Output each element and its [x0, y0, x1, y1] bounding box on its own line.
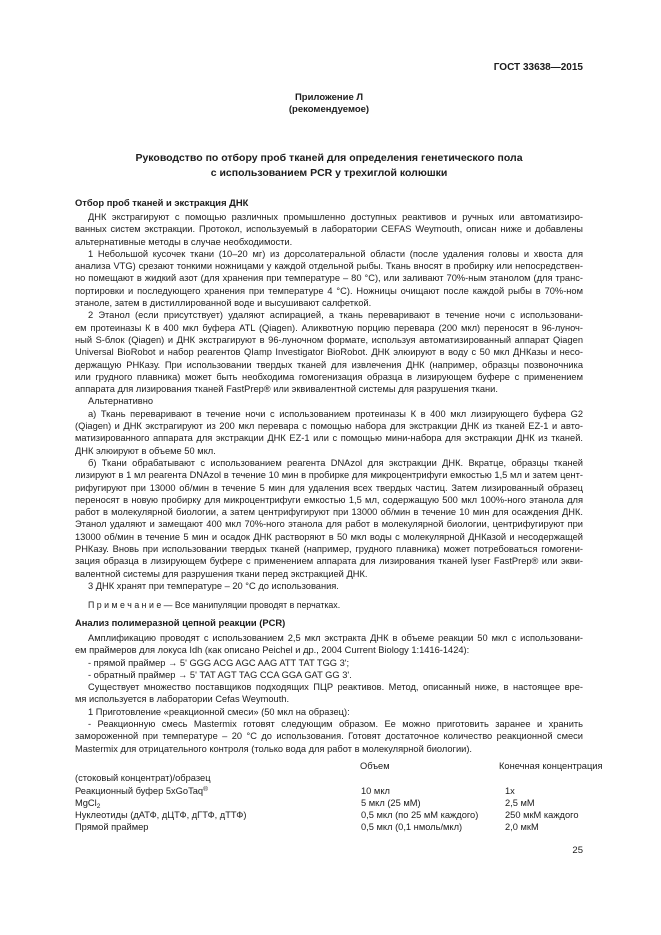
text-line: Universal BioRobot и набор реагентов QIamp Investigator BioRobot. ДНК элюируют в воду с 50 мкл ДНКазы и несо-: [75, 347, 583, 358]
text-line: ный S-блок (Qiagen) и ДНК экстрагируют в 96-луночном формате, используя автоматизированный аппарат Qiagen: [75, 334, 583, 345]
text-line: ДНК экстрагируют с помощью различных промышленно доступных реактивов и ручных или автоматизиро-: [88, 212, 583, 222]
table-cell-concentration: 2,5 мМ: [505, 797, 535, 808]
column-header-concentration: Конечная концентрация: [499, 761, 603, 771]
column-header-volume: Объем: [360, 761, 390, 771]
table-header-row: [75, 760, 603, 772]
text-line: портировки и последующего хранения при температуре 4 °C). Ножницы очищают после каждой рыбы в 70%-ном: [75, 285, 583, 296]
text-line: 13000 об/мин в течение 5 мин и осадок ДНК растворяют в 50 мкл воды с молекулярной ДНКазой и несодержащей: [75, 531, 583, 542]
section-body: [75, 632, 583, 755]
text-line: - Реакционную смесь Mastermix готовят следующим образом. Ее можно приготовить заранее и хранить: [88, 719, 583, 730]
section-heading: Анализ полимеразной цепной реакции (PCR): [75, 617, 286, 628]
table-cell-volume: 0,5 мкл (по 25 мМ каждого): [361, 810, 479, 821]
document-title: [75, 151, 583, 181]
table-cell-concentration: 250 мкМ каждого: [505, 810, 579, 821]
paragraph-step-3: 3 ДНК хранят при температуре – 20 °C до использования.: [88, 580, 339, 591]
section-body: [75, 211, 583, 592]
text-line: б) Ткани обрабатывают с использованием реагента DNAzol для экстракции ДНК. Вкратце, образцы тканей: [88, 457, 583, 468]
text-line: зация образца в лизирующем буфере с применением аппарата для лизирования тканей lyser FastPrep® или экви-: [75, 556, 583, 567]
table-row: [75, 785, 583, 797]
paragraph-alternative-a: [75, 408, 583, 457]
primer-forward: - прямой праймер → 5' GGG ACG AGC AAG ATT TAT TGG 3';: [88, 657, 350, 668]
table-cell-component: [75, 785, 208, 797]
text-line: анализа VTG) срезают тонкими ножницами у каждой отдельной рыбы. Ткань вносят в пробирку или непосредствен-: [75, 261, 583, 272]
text-line: аппарата для лизирования тканей FastPrep® или эквивалентной системы для разрушения ткани.: [75, 384, 498, 395]
title-line: Руководство по отбору проб тканей для определения генетического пола: [135, 152, 523, 164]
text-line: Амплификацию проводят с использованием 2,5 мкл экстракта ДНК в объеме реакции 50 мкл с использовани-: [88, 633, 583, 643]
appendix-status: (рекомендуемое): [288, 104, 370, 115]
column-header-component: (стоковый концентрат)/образец: [75, 773, 211, 784]
registered-mark: ®: [203, 785, 208, 793]
paragraph-intro: [75, 211, 583, 248]
text-line: (Qiagen) и ДНК экстрагируют из 200 мкл перевара с помощью набора для экстракции ДНК из тканей EZ-1 и авто-: [75, 421, 583, 432]
primer-reverse: - обратный праймер → 5' TAT AGT TAG CCA GGA GAT GG 3'.: [88, 669, 352, 680]
text-line: замороженной при температуре – 20 °C до использования. Готовят достаточное количество реакционной смеси: [75, 731, 583, 742]
standard-code: ГОСТ 33638—2015: [493, 62, 583, 73]
table-row: [75, 797, 583, 809]
table-row: [75, 809, 583, 821]
text-line: 1 Небольшой кусочек ткани (10–20 мг) из дорсолатеральной области (после удаления головы и хвоста для: [88, 248, 583, 259]
text-line: но помещают в жидкий азот (для хранения при температуре – 80 °C), или заливают 70%-ным этанолом (для транс-: [75, 273, 583, 284]
note: [88, 599, 340, 611]
text-line: переносят в новую пробирку для микроцентрифуги емкостью 1,5 мл, содержащую 500 мкл 100%-ного этанола для: [75, 494, 583, 505]
component-name: Реакционный буфер 5xGoTaq: [75, 785, 204, 796]
table-cell-component: [75, 797, 100, 809]
text-line: или грудного плавника) может быть необходима гомогенизация образца в лизирующем буфере с применением: [75, 371, 583, 382]
section-heading: Отбор проб тканей и экстракция ДНК: [75, 197, 249, 208]
paragraph-alternative-b: [75, 457, 583, 580]
table-cell-volume: 10 мкл: [361, 785, 390, 796]
text-line: РНКазу. Вновь при использовании твердых тканей (например, грудного плавника) может потребоваться гомогени-: [75, 544, 583, 555]
page-number: 25: [572, 845, 583, 856]
table-cell-concentration: 1x: [505, 785, 515, 796]
note-label: П р и м е ч а н и е: [88, 600, 162, 610]
paragraph-step-2: [75, 309, 583, 395]
text-line: работ в молекулярной биологии, а затем центрифугируют при 13000 об/мин в течение 10 мин для осаждения ДНК.: [75, 507, 583, 518]
paragraph-suppliers: [75, 681, 583, 706]
text-line: мя используется в лаборатории Cefas Weymouth.: [75, 694, 290, 705]
table-cell-volume: 5 мкл (25 мМ): [361, 797, 421, 808]
table-cell-component: Прямой праймер: [75, 822, 149, 833]
text-line: этаноле, затем в дистиллированной воде и высушивают салфеткой.: [75, 298, 372, 309]
table-cell-volume: 0,5 мкл (0,1 нмоль/мкл): [361, 822, 463, 833]
text-line: 2 Этанол (если присутствует) удаляют аспирацией, а ткань переваривают в течение ночи с использовани-: [88, 310, 583, 321]
appendix-header: [75, 92, 583, 116]
text-line: ванных систем экстракции. Протокол, используемый в лаборатории CEFAS Weymouth, описан ниже и добавлены: [75, 224, 583, 235]
text-line: держащую РНКазу. При использовании твердых тканей для извлечения ДНК (например, образцы позвоночника: [75, 359, 583, 370]
text-line: лизируют в 1 мл реагента DNAzol в течение 10 мин в пробирке для микроцентрифуги емкостью 1,5 мл и затем цент-: [75, 470, 583, 481]
alternative-label: Альтернативно: [88, 396, 154, 407]
text-line: матизированного аппарата для экстракции ДНК EZ-1 или с помощью мини-набора для экстракции ДНК из тканей.: [75, 433, 583, 444]
subscript: 2: [96, 802, 101, 810]
text-line: Mastermix для отрицательного контроля (только вода для работ в молекулярной биологии).: [75, 743, 473, 754]
table-cell-component: Нуклеотиды (дАТФ, дЦТФ, дГТФ, дТТФ): [75, 810, 247, 821]
paragraph-preparation: 1 Приготовление «реакционной смеси» (50 мкл на образец):: [88, 706, 350, 717]
text-line: валентной системы для разрушения ткани перед экстракцией ДНК.: [75, 568, 368, 579]
paragraph-mastermix: [75, 718, 583, 755]
paragraph-amplification: [75, 632, 583, 657]
table-cell-concentration: 2,0 мкМ: [505, 822, 539, 833]
text-line: альтернативные методы в случае необходимости.: [75, 236, 293, 247]
text-line: а) Ткань переваривают в течение ночи с использованием протеиназы К в 400 мкл лизирующего буфера G2: [88, 408, 583, 419]
title-line: с использованием PCR у трехиглой колюшки: [210, 167, 448, 179]
text-line: Существует множество поставщиков подходящих ПЦР реактивов. Метод, описанный ниже, в настоящее вре-: [88, 682, 583, 693]
text-line: ДНК элюируют в объеме 50 мкл.: [75, 445, 216, 456]
reagent-table: [75, 760, 603, 834]
note-text: — Все манипуляции проводят в перчатках.: [163, 600, 341, 610]
text-line: рифугируют при 13000 об/мин в течение 5 мин для удаления всех твердых частиц. Затем лизированный образец: [75, 482, 583, 493]
table-row: [75, 821, 583, 833]
text-line: Этанол удаляют и замещают 400 мкл 70%-ного этанола для работ в молекулярной биологии, центрифугируют при: [75, 519, 583, 530]
paragraph-step-1: [75, 248, 583, 309]
appendix-label: Приложение Л: [294, 92, 364, 103]
table-subheader-row: [75, 772, 583, 784]
component-name: MgCl: [75, 797, 97, 808]
text-line: ем праймеров для локуса Idh (как описано Peichel и др., 2004 Current Biology 1:1416-1424):: [75, 645, 470, 656]
text-line: ем протеиназы К в 400 мкл буфера ATL (Qiagen). Аликвотную порцию перевара (200 мкл) переносят в 96-луноч-: [75, 322, 583, 333]
